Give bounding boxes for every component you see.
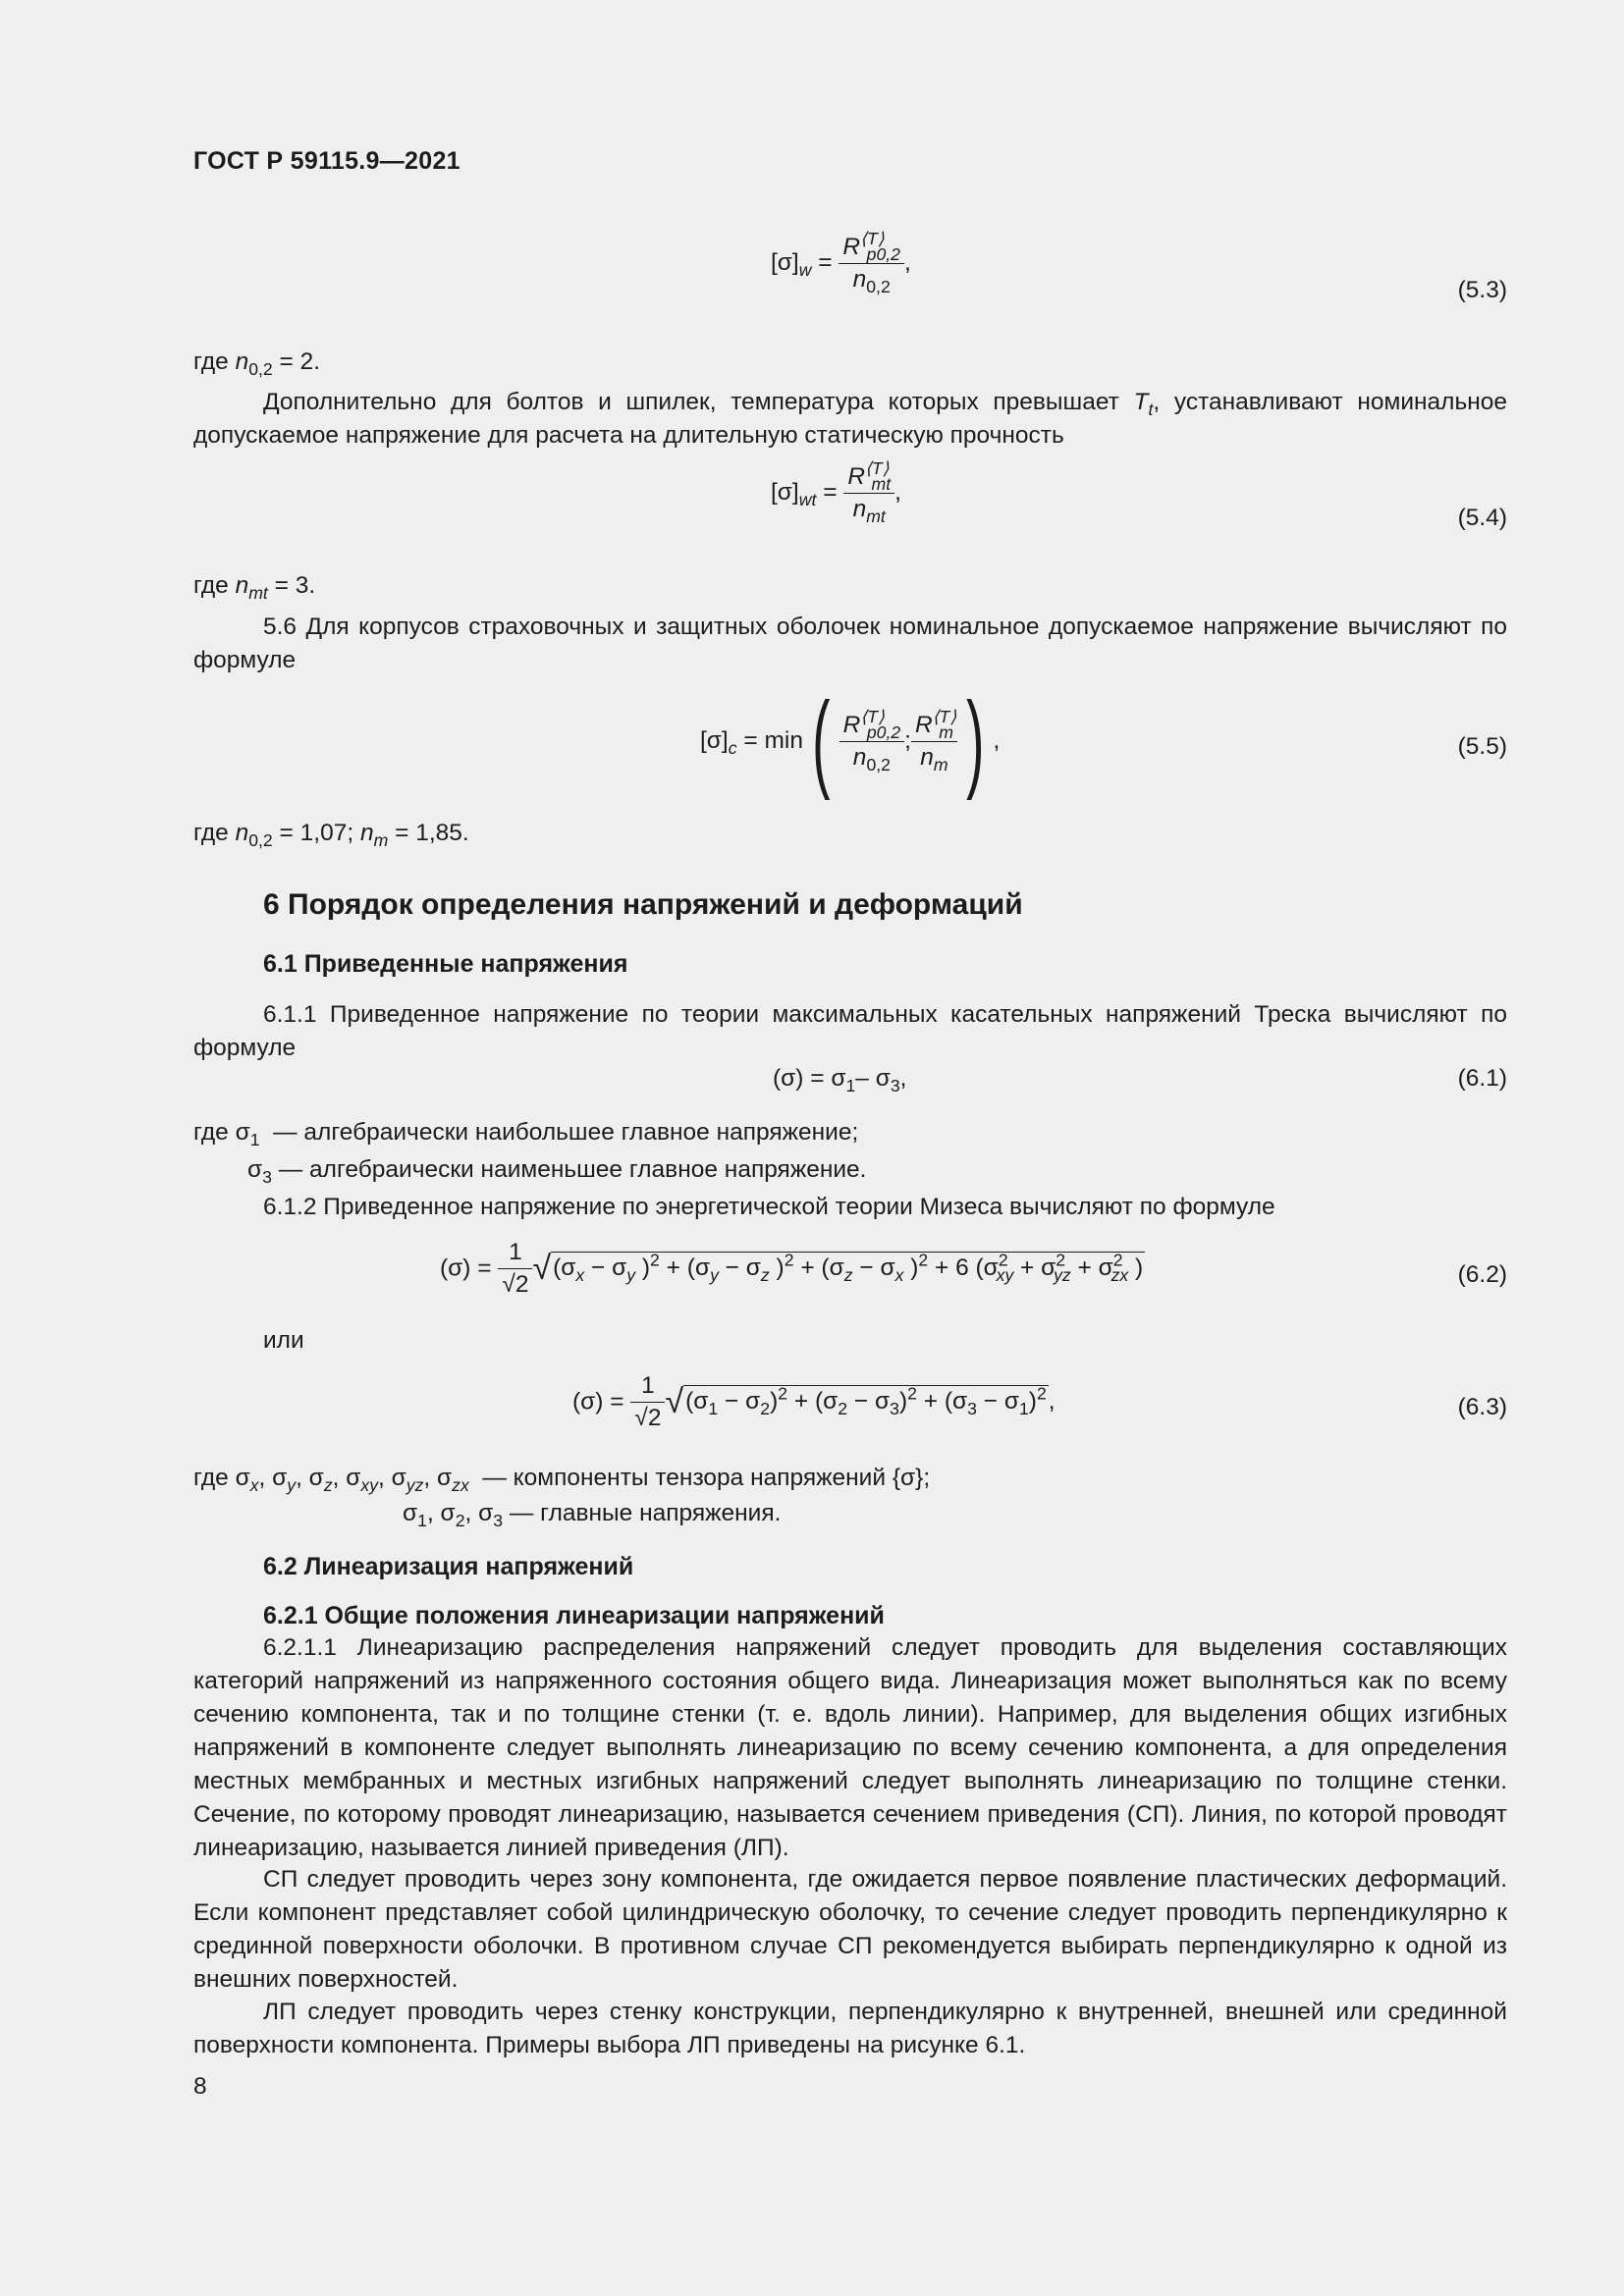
- eq-sign: =: [818, 248, 833, 276]
- where-5-5: где $n_{0,2} = 1,07$; $n_m = 1,85$.: [193, 820, 469, 851]
- eq-lhs: $[\sigma]_c$: [700, 727, 737, 759]
- sqrt-sign: √: [532, 1250, 552, 1287]
- where-components: где $\sigma_x$, $\sigma_y$, $\sigma_z$, $\sigma_{xy}$, $\sigma_{yz}$, $\sigma_{zx}$ — компоненты тензора напряжений {σ};: [193, 1465, 931, 1496]
- subsection-heading-6-2: 6.2 Линеаризация напряжений: [263, 1553, 634, 1580]
- equation-5-4: $[\sigma]_{wt}$ = $R^{⟨T⟩}_{mt}$ $n_{mt}$ ,: [771, 458, 901, 527]
- paragraph-6-1-1: 6.1.1 Приведенное напряжение по теории максимальных касательных напряжений Треска вычисляют по формуле: [193, 1001, 1507, 1061]
- standard-header: ГОСТ Р 59115.9—2021: [193, 147, 460, 175]
- fraction: $R^{⟨T⟩}_{mt}$ $n_{mt}$: [843, 463, 894, 523]
- fraction: $\frac{1}{√2}$: [498, 1239, 532, 1299]
- radicand: $(\sigma_1 - \sigma_2)^2 + (\sigma_2 - \sigma_3)^2 + (\sigma_3 - \sigma_1)^2$: [685, 1383, 1047, 1419]
- equation-number: (6.2): [1457, 1261, 1507, 1288]
- sqrt-sign: √: [665, 1383, 684, 1420]
- equation-6-1: $(\sigma) = \sigma_1-$ $\sigma_3$,: [773, 1065, 907, 1096]
- paragraph-5-6: 5.6 Для корпусов страховочных и защитных оболочек номинальное допускаемое напряжение вычисляют по формуле: [193, 614, 1507, 673]
- paragraph-bolts: Дополнительно для болтов и шпилек, температура которых превышает $T_t$, устанавливают номинальное допускаемое напряжение для расчета на длительную статическую прочность: [193, 389, 1507, 449]
- text-or: или: [263, 1327, 304, 1354]
- fraction: $\frac{1}{√2}$: [630, 1372, 665, 1432]
- equation-6-2: (σ) = $\frac{1}{√2}$ $√(\sigma_x - \sigma_y$ )$^2 + (\sigma_y - \sigma_z$ )$^2 + (\sigma_z - \sigma_x$ )$^2$ + 6 ($\sigma^2_{xy} + \sigma^2_{yz} + \sigma^2_{zx}$ ): [440, 1239, 1144, 1298]
- equation-number: (5.3): [1457, 277, 1507, 303]
- equation-5-3: $[\sigma]_w$ = $\frac{R^{⟨T⟩}_{p0,2}}{n_{0,2}}$ ,: [771, 229, 911, 297]
- subsection-heading-6-1: 6.1 Приведенные напряжения: [263, 950, 628, 978]
- fraction-2: $\frac{R^{⟨T⟩}_m}{n_m}$: [911, 712, 957, 772]
- equation-6-3: (σ) = $\frac{1}{√2}$ $√(\sigma_1 - \sigma_2)^2 + (\sigma_2 - \sigma_3)^2 + (\sigma_3 - \sigma_1)^2$,: [572, 1372, 1056, 1431]
- subsection-heading-6-2-1: 6.2.1 Общие положения линеаризации напряжений: [263, 1602, 885, 1629]
- where-n02: где $n_{0,2} = 2$.: [193, 348, 321, 380]
- where-sigma1: где $\sigma_1$ — алгебраически наибольшее главное напряжение;: [193, 1119, 859, 1150]
- paragraph-lp: ЛП следует проводить через стенку конструкции, перпендикулярно к внутренней, внешней или срединной поверхности компонента. Примеры выбора ЛП приведены на рисунке 6.1.: [193, 1999, 1507, 2058]
- where-sigma3: $\sigma_3$ — алгебраически наименьшее главное напряжение.: [247, 1156, 867, 1188]
- left-paren: (: [812, 680, 831, 801]
- page-number: 8: [193, 2073, 207, 2100]
- equation-number: (6.3): [1457, 1394, 1507, 1420]
- paragraph-sp: СП следует проводить через зону компонента, где ожидается первое появление пластических деформаций. Если компонент представляет собой цилиндрическую оболочку, то сечение следует проводить перпендикулярно к срединной поверхности оболочки. В противном случае СП рекомендуется выбирать перпендикулярно к одной из внешних поверхностей.: [193, 1866, 1507, 1993]
- eq-lhs: $[\sigma]_w$: [771, 248, 812, 281]
- where-main-stresses: $\sigma_1$, $\sigma_2$, $\sigma_3$ — главные напряжения.: [403, 1500, 782, 1531]
- equation-number: (5.5): [1457, 733, 1507, 760]
- paragraph-6-1-2: 6.1.2 Приведенное напряжение по энергетической теории Мизеса вычисляют по формуле: [263, 1194, 1275, 1220]
- where-nmt: где $n_{mt} = 3$.: [193, 572, 316, 604]
- right-paren: ): [966, 680, 985, 801]
- fraction-1: $\frac{R^{⟨T⟩}_{p0,2}}{n_{0,2}}$: [839, 712, 905, 772]
- fraction: $\frac{R^{⟨T⟩}_{p0,2}}{n_{0,2}}$: [839, 234, 904, 294]
- section-heading-6: 6 Порядок определения напряжений и деформаций: [263, 888, 1023, 921]
- equation-5-5: $[\sigma]_c = \min$( $\frac{R^{⟨T⟩}_{p0,2}}{n_{0,2}}$ ; $\frac{R^{⟨T⟩}_m}{n_m}$ ) ,: [700, 680, 1001, 801]
- equation-number: (6.1): [1457, 1065, 1507, 1092]
- equation-number: (5.4): [1457, 505, 1507, 531]
- paragraph-6-2-1-1: 6.2.1.1 Линеаризацию распределения напряжений следует проводить для выделения составляющих категорий напряжений из напряженного состояния общего вида. Линеаризация может выполняться как по всему сечению компонента, так и по толщине стенки (т. е. вдоль линии). Например, для выделения общих изгибных напряжений в компоненте следует выполнять линеаризацию по всему сечению компонента, а для определения местных мембранных и местных изгибных напряжений следует выполнять линеаризацию по толщине стенки. Сечение, по которому проводят линеаризацию, называется сечением приведения (СП). Линия, по которой проводят линеаризацию, называется линией приведения (ЛП).: [193, 1634, 1507, 1861]
- eq-lhs: $[\sigma]_{wt}$: [771, 478, 817, 510]
- radicand: ($\sigma_x - \sigma_y$ )$^2 + (\sigma_y - \sigma_z$ )$^2 + (\sigma_z - \sigma_x$ )$^2$ + 6 ($\sigma^2_{xy} + \sigma^2_{yz} + \sigma^2_{zx}$ ): [553, 1250, 1144, 1286]
